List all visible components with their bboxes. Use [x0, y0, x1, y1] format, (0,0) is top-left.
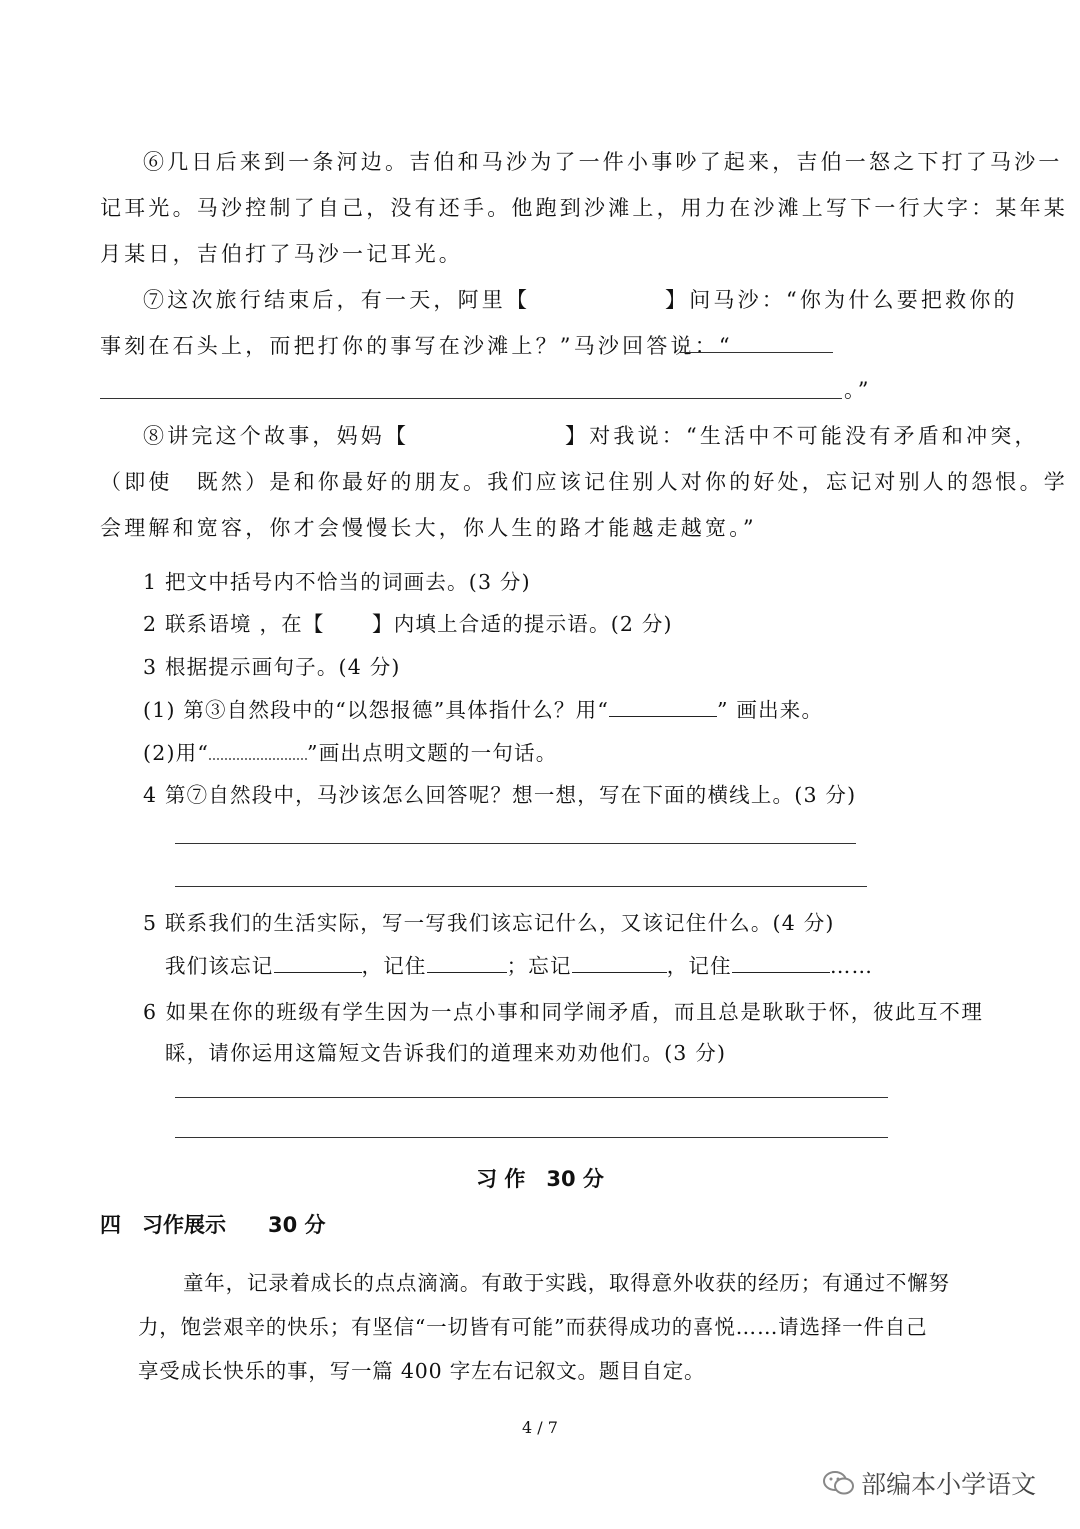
p7-line3-end: 。” [844, 378, 872, 402]
question-1: 1 把文中括号内不恰当的词画去。(3 分) [143, 570, 531, 594]
p8-line2: （即使 既然）是和你最好的朋友。我们应该记住别人对你的好处，忘记对别人的怨恨。学 [100, 470, 1068, 494]
question-5-fill-c: ；忘记 [506, 954, 572, 978]
p8-line1-b: 】对我说：“生活中不可能没有矛盾和冲突， [565, 424, 1039, 448]
wavy-underline-sample [209, 740, 307, 760]
question-3-1-text-b: ” 画出来。 [717, 698, 824, 722]
question-2-b: 】内填上合适的提示语。(2 分) [372, 612, 673, 636]
question-5-fill-d: ，记住 [666, 954, 732, 978]
question-5-fill [165, 949, 873, 979]
p6-line2: 记耳光。马沙控制了自己，没有还手。他跑到沙滩上，用力在沙滩上写下一行大字：某年某 [100, 196, 1068, 220]
watermark [822, 1465, 1036, 1501]
writing-prompt-line3: 享受成长快乐的事，写一篇 400 字左右记叙文。题目自定。 [138, 1359, 706, 1383]
question-5-fill-e: …… [829, 954, 874, 978]
question-3: 3 根据提示画句子。(4 分) [143, 655, 401, 679]
question-3-1-text-a: (1) 第③自然段中的“以怨报德”具体指什么？用“ [143, 698, 609, 722]
question-5-blank-3[interactable] [572, 954, 667, 973]
question-5-fill-a: 我们该忘记 [165, 954, 274, 978]
p7-line1-a: ⑦这次旅行结束后，有一天，阿里【 [143, 288, 531, 312]
page-number: 4 / 7 [522, 1418, 558, 1437]
question-5-fill-b: ，记住 [361, 954, 427, 978]
straight-underline-sample [609, 698, 717, 717]
p7-line1-b: 】问马沙：“你为什么要把救你的 [665, 288, 1018, 312]
p7-answer-blank-2[interactable] [100, 398, 842, 399]
question-4: 4 第⑦自然段中，马沙该怎么回答呢？想一想，写在下面的横线上。(3 分) [143, 783, 857, 807]
wechat-icon [822, 1469, 856, 1497]
writing-heading: 四 习作展示 30 分 [100, 1213, 326, 1237]
question-4-answer-line-1[interactable] [175, 843, 856, 844]
writing-prompt-line2: 力，饱尝艰辛的快乐；有坚信“一切皆有可能”而获得成功的喜悦……请选择一件自己 [138, 1315, 928, 1339]
p6-line1: ⑥几日后来到一条河边。吉伯和马沙为了一件小事吵了起来，吉伯一怒之下打了马沙一 [143, 150, 1063, 174]
writing-prompt-line1: 童年，记录着成长的点点滴滴。有敢于实践，取得意外收获的经历；有通过不懈努 [183, 1271, 950, 1295]
p6-line3: 月某日，吉伯打了马沙一记耳光。 [100, 242, 463, 266]
question-6-answer-line-2[interactable] [175, 1137, 888, 1138]
question-6-line1: 6 如果在你的班级有学生因为一点小事和同学闹矛盾，而且总是耿耿于怀，彼此互不理 [143, 1000, 984, 1024]
question-5: 5 联系我们的生活实际，写一写我们该忘记什么，又该记住什么。(4 分) [143, 911, 835, 935]
p7-line2: 事刻在石头上，而把打你的事写在沙滩上？”马沙回答说：“ [100, 334, 733, 358]
question-3-2-text-a: (2)用“ [143, 741, 210, 765]
question-6-line2: 睬，请你运用这篇短文告诉我们的道理来劝劝他们。(3 分) [165, 1041, 727, 1065]
question-3-2-text-b: ”画出点明文题的一句话。 [307, 741, 558, 765]
question-3-1 [143, 693, 823, 723]
question-5-blank-2[interactable] [427, 954, 507, 973]
p7-answer-blank-1[interactable] [680, 352, 833, 353]
question-6-answer-line-1[interactable] [175, 1097, 888, 1098]
writing-section-title: 习 作 30 分 [476, 1167, 604, 1191]
p8-line3: 会理解和宽容，你才会慢慢长大，你人生的路才能越走越宽。” [100, 516, 757, 540]
question-5-blank-4[interactable] [732, 954, 830, 973]
question-2-a: 2 联系语境 ，在【 [143, 612, 325, 636]
question-3-2 [143, 736, 557, 766]
question-4-answer-line-2[interactable] [175, 886, 867, 887]
watermark-text: 部编本小学语文 [861, 1470, 1037, 1499]
p8-line1-a: ⑧讲完这个故事，妈妈【 [143, 424, 410, 448]
question-5-blank-1[interactable] [274, 954, 362, 973]
